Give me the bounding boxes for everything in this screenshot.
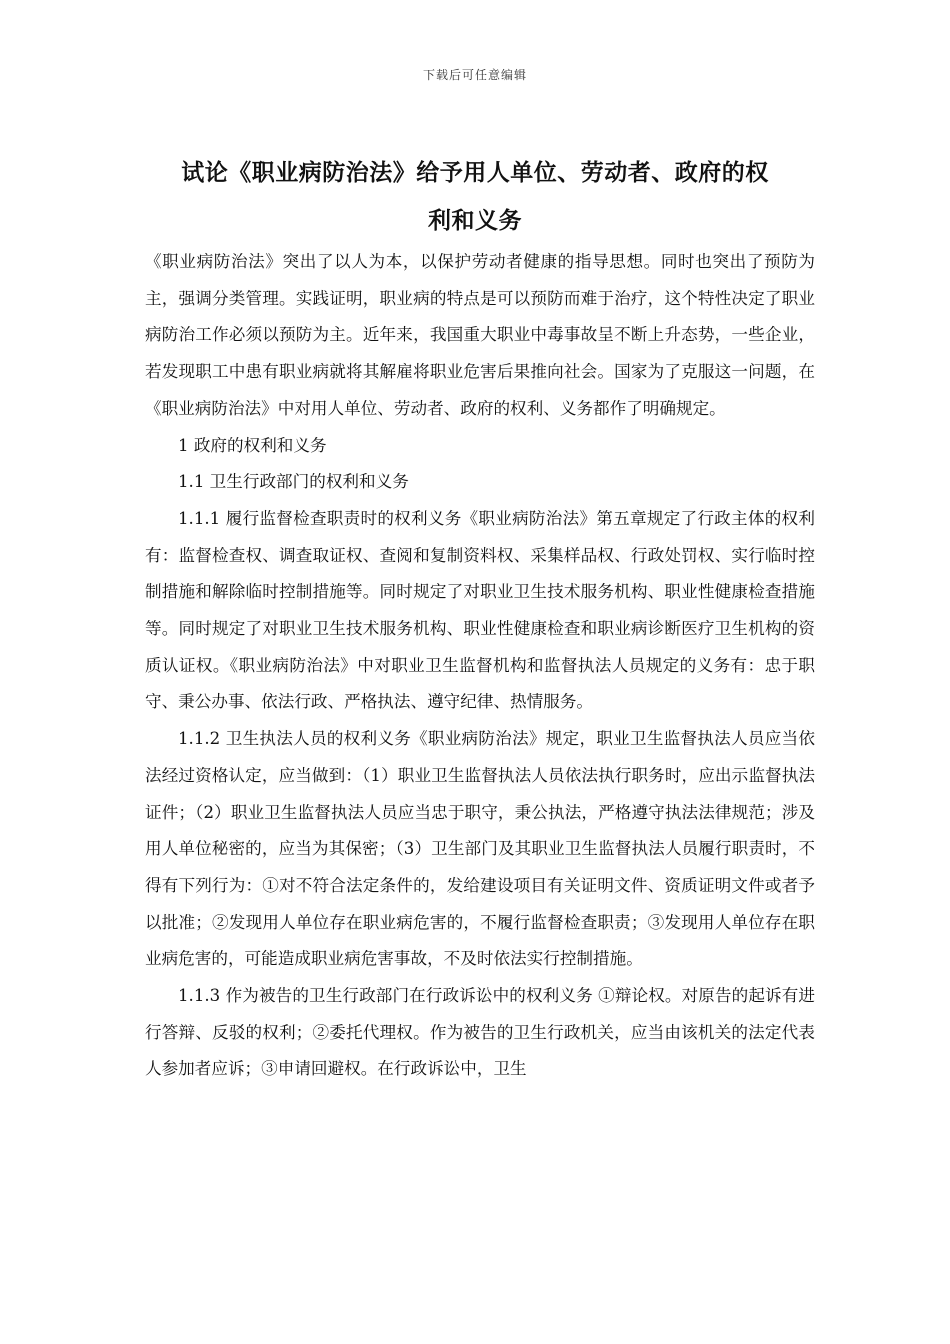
section-heading-1-1: 1.1 卫生行政部门的权利和义务 xyxy=(178,472,409,492)
document-title-line-2: 利和义务 xyxy=(428,207,522,234)
document-body xyxy=(145,244,815,1088)
section-heading-1: 1 政府的权利和义务 xyxy=(178,435,327,455)
paragraph-1-1-1: 1.1.1 履行监督检查职责时的权利义务《职业病防治法》第五章规定了行政主体的权利有：监督检查权、调查取证权、查阅和复制资料权、采集样品权、行政处罚权、实行临时控制措施和解除临时控制措施等。同时规定了对职业卫生技术服务机构、职业性健康检查措施等。同时规定了对职业卫生技术服务机构、职业性健康检查和职业病诊断医疗卫生机构的资质认证权。《职业病防治法》中对职业卫生监督机构和监督执法人员规定的义务有：忠于职守、秉公办事、依法行政、严格执法、遵守纪律、热情服务。 xyxy=(145,508,815,712)
intro-paragraph: 《职业病防治法》突出了以人为本，以保护劳动者健康的指导思想。同时也突出了预防为主，强调分类管理。实践证明，职业病的特点是可以预防而难于治疗，这个特性决定了职业病防治工作必须以预防为主。近年来，我国重大职业中毒事故呈不断上升态势，一些企业，若发现职工中患有职业病就将其解雇将职业危害后果推向社会。国家为了克服这一问题，在《职业病防治法》中对用人单位、劳动者、政府的权利、义务都作了明确规定。 xyxy=(145,252,815,418)
paragraph-1-1-3: 1.1.3 作为被告的卫生行政部门在行政诉讼中的权利义务 ①辩论权。对原告的起诉有进行答辩、反驳的权利；②委托代理权。作为被告的卫生行政机关，应当由该机关的法定代表人参加者应诉；③申请回避权。在行政诉讼中，卫生 xyxy=(145,986,815,1079)
paragraph-1-1-2: 1.1.2 卫生执法人员的权利义务《职业病防治法》规定，职业卫生监督执法人员应当依法经过资格认定，应当做到：（1）职业卫生监督执法人员依法执行职务时，应出示监督执法证件；（2）职业卫生监督执法人员应当忠于职守，秉公执法，严格遵守执法法律规范；涉及用人单位秘密的，应当为其保密；（3）卫生部门及其职业卫生监督执法人员履行职责时，不得有下列行为：①对不符合法定条件的，发给建设项目有关证明文件、资质证明文件或者予以批准；②发现用人单位存在职业病危害的，不履行监督检查职责；③发现用人单位存在职业病危害的，可能造成职业病危害事故，不及时依法实行控制措施。 xyxy=(145,729,815,969)
document-title-line-1: 试论《职业病防治法》给予用人单位、劳动者、政府的权 xyxy=(181,159,769,186)
page-header-note: 下载后可任意编辑 xyxy=(422,68,527,82)
